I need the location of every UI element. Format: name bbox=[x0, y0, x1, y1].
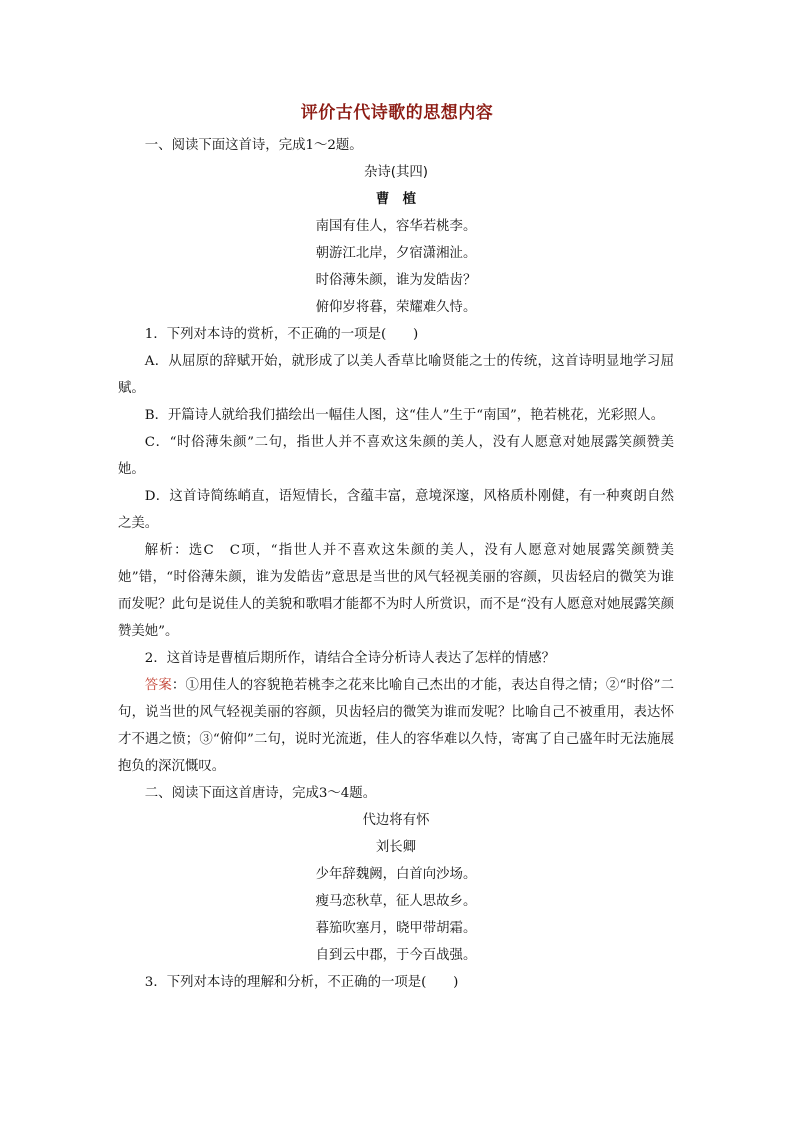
poem1-line: 南国有佳人，容华若桃李。 bbox=[315, 219, 477, 234]
analysis-1: 解析：选C C项，“指世人并不喜欢这朱颜的美人，没有人愿意对她展露笑颜赞美她”错，“时俗薄朱颜，谁为发皓齿”意思是当世的风气轻视美丽的容颜，贝齿轻启的微笑为谁而发呢？此句是说佳人的美貌和歌唱才能都不为时人所赏识，而不是“没有人愿意对她展露笑颜赞美她”。 bbox=[118, 543, 674, 639]
question-1: 1．下列对本诗的赏析，不正确的一项是( ) bbox=[144, 327, 419, 342]
answer-label: 答案 bbox=[144, 678, 172, 693]
poem1-title: 杂诗(其四) bbox=[363, 165, 428, 180]
poem1-line: 朝游江北岸，夕宿潇湘沚。 bbox=[315, 246, 477, 261]
document-body bbox=[118, 132, 674, 996]
answer-2 bbox=[118, 672, 674, 780]
question-2: 2．这首诗是曹植后期所作，请结合全诗分析诗人表达了怎样的情感？ bbox=[144, 651, 556, 666]
poem1-author: 曹植 bbox=[375, 192, 430, 207]
poem1-line: 俯仰岁将暮，荣耀难久恃。 bbox=[315, 300, 477, 315]
option-d: D．这首诗简练峭直，语短情长，含蕴丰富，意境深邃，风格质朴刚健，有一种爽朗自然之美。 bbox=[118, 489, 674, 531]
poem2-line: 瘦马恋秋草，征人思故乡。 bbox=[315, 894, 477, 909]
section1-intro: 一、阅读下面这首诗，完成1～2题。 bbox=[144, 138, 363, 153]
question-3: 3．下列对本诗的理解和分析，不正确的一项是( ) bbox=[144, 975, 459, 990]
page-title: 评价古代诗歌的思想内容 bbox=[300, 103, 494, 123]
poem2-author: 刘长卿 bbox=[375, 840, 417, 855]
option-a: A．从屈原的辞赋开始，就形成了以美人香草比喻贤能之士的传统，这首诗明显地学习屈赋。 bbox=[118, 354, 674, 396]
poem2-line: 暮笳吹塞月，晓甲带胡霜。 bbox=[315, 921, 477, 936]
poem1-line: 时俗薄朱颜，谁为发皓齿？ bbox=[315, 273, 477, 288]
answer-text: ：①用佳人的容貌艳若桃李之花来比喻自己杰出的才能，表达自得之情；②“时俗”二句，说当世的风气轻视美丽的容颜，贝齿轻启的微笑为谁而发呢？比喻自己不被重用，表达怀才不遇之愤；③“俯仰”二句，说时光流逝，佳人的容华难以久恃，寄寓了自己盛年时无法施展抱负的深沉慨叹。 bbox=[118, 678, 674, 774]
section2-intro: 二、阅读下面这首唐诗，完成3～4题。 bbox=[144, 786, 377, 801]
poem2-title: 代边将有怀 bbox=[362, 813, 430, 828]
poem2-line: 少年辞魏阙，白首向沙场。 bbox=[315, 867, 477, 882]
poem2-line: 自到云中郡，于今百战强。 bbox=[315, 948, 477, 963]
option-b: B．开篇诗人就给我们描绘出一幅佳人图，这“佳人”生于“南国”，艳若桃花，光彩照人。 bbox=[144, 408, 665, 423]
option-c: C．“时俗薄朱颜”二句，指世人并不喜欢这朱颜的美人，没有人愿意对她展露笑颜赞美她。 bbox=[118, 435, 674, 477]
